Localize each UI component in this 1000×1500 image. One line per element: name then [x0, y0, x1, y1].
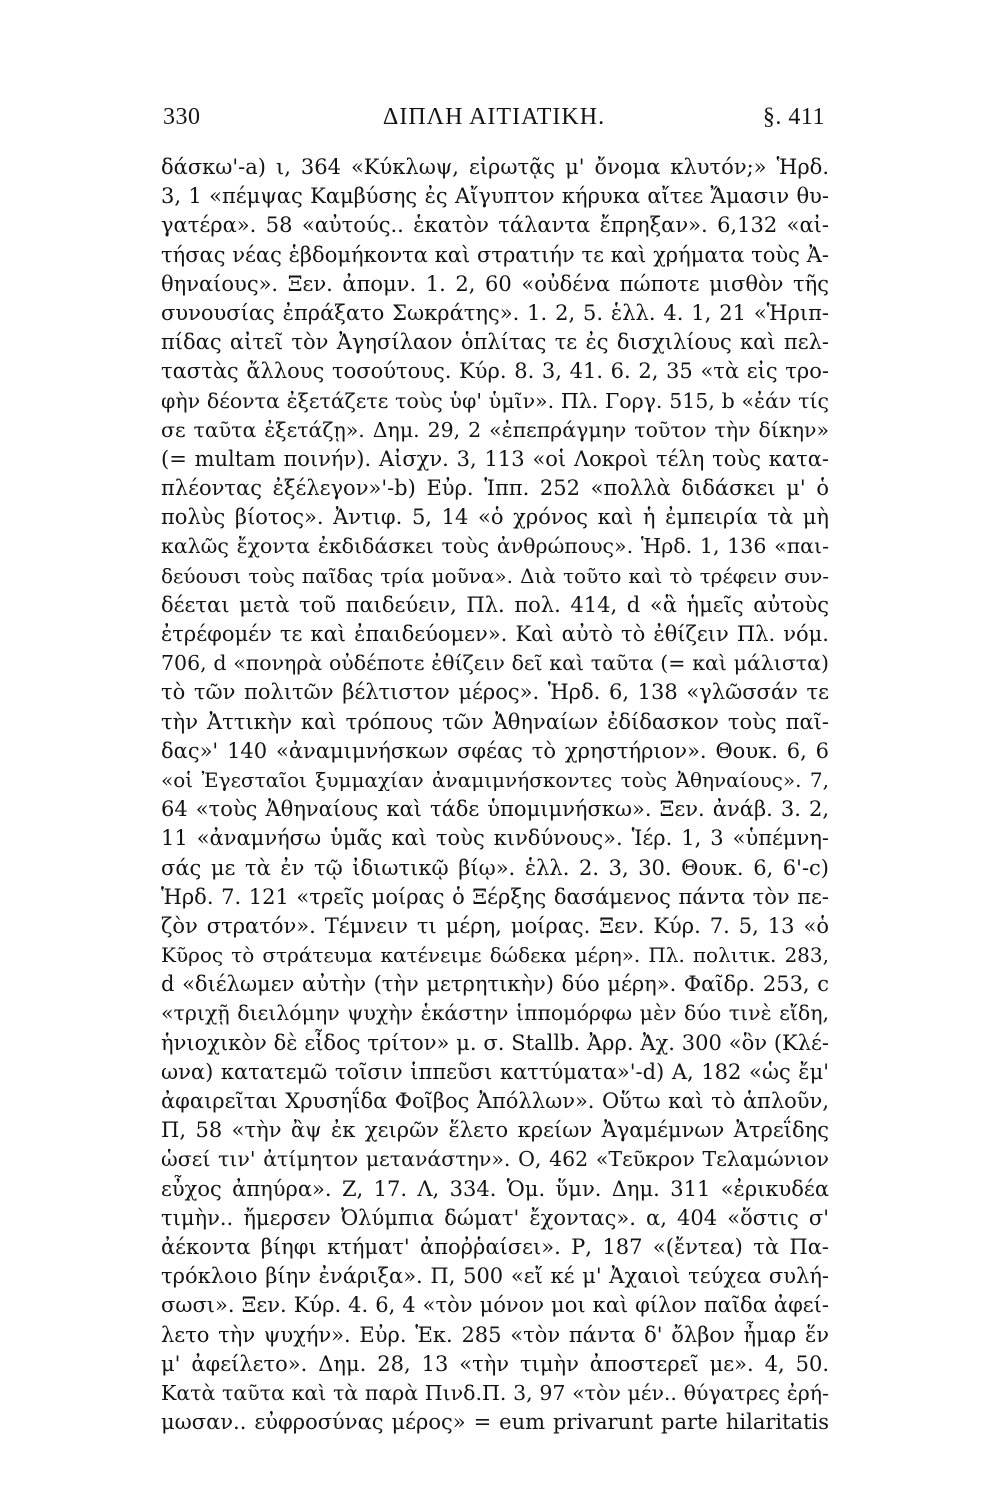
text-line: λετο τὴν ψυχήν». Εὐρ. Ἑκ. 285 «τὸν πάντα δ' ὄλβον ἦμαρ ἕν: [161, 1322, 829, 1347]
text-line: «οἱ Ἐγεσταῖοι ξυμμαχίαν ἀναμιμνήσκοντες τοὺς Ἀθηναίους». 7,: [161, 767, 829, 792]
text-line: φὴν δέοντα ἐξετάζετε τοὺς ὑφ' ὑμῖν». Πλ. Γοργ. 515, b «ἐάν τίς: [161, 388, 829, 413]
text-line: μ' ἀφείλετο». Δημ. 28, 13 «τὴν τιμὴν ἀποστερεῖ με». 4, 50.: [161, 1351, 829, 1376]
text-line: σε ταῦτα ἐξετάζῃ». Δημ. 29, 2 «ἐπεπράγμην τοῦτον τὴν δίκην»: [161, 417, 829, 442]
text-line: ἐτρέφομέν τε καὶ ἐπαιδεύομεν». Καὶ αὐτὸ τὸ ἐθίζειν Πλ. νόμ.: [161, 622, 829, 646]
text-line: Ἡρδ. 7. 121 «τρεῖς μοίρας ὁ Ξέρξης δασάμενος πάντα τὸν πε-: [161, 884, 829, 909]
text-line: εὖχος ἀπηύρα». Ζ, 17. Λ, 334. Ὁμ. ὕμν. Δημ. 311 «ἐρικυδέα: [161, 1176, 829, 1201]
text-line: ἀφαιρεῖται Χρυσηΐδα Φοῖβος Ἀπόλλων». Οὕτω καὶ τὸ ἁπλοῦν,: [161, 1089, 829, 1113]
text-line: 706, d «πονηρὰ οὐδέποτε ἐθίζειν δεῖ καὶ ταῦτα (= καὶ μάλιστα): [161, 651, 829, 676]
running-header: [163, 104, 825, 144]
text-line: σάς με τὰ ἐν τῷ ἰδιωτικῷ βίῳ». ἑλλ. 2. 3, 30. Θουκ. 6, 6'-c): [161, 855, 829, 880]
text-line: «τριχῇ διειλόμην ψυχὴν ἑκάστην ἱππομόρφω μὲν δύο τινὲ εἴδη,: [161, 1001, 829, 1026]
text-line: δας»' 140 «ἀναμιμνήσκων σφέας τὸ χρηστήριον». Θουκ. 6, 6: [161, 738, 829, 763]
text-line: (= multam ποινήν). Αἰσχν. 3, 113 «οἱ Λοκροὶ τέλη τοὺς κατα-: [161, 446, 829, 471]
text-line: τιμὴν.. ἤμερσεν Ὀλύμπια δώματ' ἔχοντας». α, 404 «ὅστις σ': [161, 1205, 829, 1230]
text-line: ταστὰς ἄλλους τοσούτους. Κύρ. 8. 3, 41. 6. 2, 35 «τὰ εἰς τρο-: [161, 359, 829, 384]
text-line: ἡνιοχικὸν δὲ εἶδος τρίτον» μ. σ. Stallb. Ἀρρ. Ἀχ. 300 «ὃν (Κλέ-: [161, 1030, 829, 1055]
text-line: συνουσίας ἐπράξατο Σωκράτης». 1. 2, 5. ἑλλ. 4. 1, 21 «Ἡριπ-: [161, 300, 829, 325]
text-line: τὴν Ἀττικὴν καὶ τρόπους τῶν Ἀθηναίων ἐδίδασκον τοὺς παῖ-: [161, 709, 829, 734]
text-line: ωνα) κατατεμῶ τοῖσιν ἱππεῦσι καττύματα»'-d) Α, 182 «ὡς ἔμ': [161, 1059, 829, 1084]
text-line: Κῦρος τὸ στράτευμα κατένειμε δώδεκα μέρη». Πλ. πολιτικ. 283,: [161, 943, 829, 968]
text-line: θηναίους». Ξεν. ἀπομν. 1. 2, 60 «οὐδένα πώποτε μισθὸν τῆς: [161, 271, 829, 296]
text-line: 3, 1 «πέμψας Καμβύσης ἐς Αἴγυπτον κήρυκα αἴτεε Ἄμασιν θυ-: [161, 184, 829, 209]
page-number: 330: [163, 104, 201, 130]
text-line: μωσαν.. εὐφροσύνας μέρος» = eum privarunt parte hilaritatis: [161, 1410, 829, 1435]
text-line: Κατὰ ταῦτα καὶ τὰ παρὰ Πινδ.Π. 3, 97 «τὸν μέν.. θύγατρες ἐρή-: [161, 1380, 829, 1405]
text-line: τὸ τῶν πολιτῶν βέλτιστον μέρος». Ἡρδ. 6, 138 «γλῶσσάν τε: [161, 680, 829, 705]
text-line: ὡσεί τιν' ἀτίμητον μετανάστην». Ο, 462 «Τεῦκρον Τελαμώνιον: [161, 1147, 829, 1172]
text-line: ἀέκοντα βίηφι κτήματ' ἀποῤῥαίσει». Ρ, 187 «(ἔντεα) τὰ Πα-: [161, 1234, 829, 1259]
text-line: πίδας αἰτεῖ τὸν Ἀγησίλαον ὁπλίτας τε ἐς δισχιλίους καὶ πελ-: [161, 330, 829, 355]
text-line: Π, 58 «τὴν ἂψ ἐκ χειρῶν ἕλετο κρείων Ἀγαμέμνων Ἀτρεΐδης: [161, 1118, 829, 1143]
section-number: §. 411: [762, 104, 825, 130]
text-line: καλῶς ἔχοντα ἐκδιδάσκει τοὺς ἀνθρώπους». Ἡρδ. 1, 136 «παι-: [161, 534, 829, 559]
text-line: πολὺς βίοτος». Ἀντιφ. 5, 14 «ὁ χρόνος καὶ ἡ ἐμπειρία τὰ μὴ: [161, 505, 829, 530]
text-line: 64 «τοὺς Ἀθηναίους καὶ τάδε ὑπομιμνήσκω». Ξεν. ἀνάβ. 3. 2,: [161, 797, 829, 822]
text-line: δεύουσι τοὺς παῖδας τρία μοῦνα». Διὰ τοῦτο καὶ τὸ τρέφειν συν-: [161, 563, 829, 588]
text-line: σωσι». Ξεν. Κύρ. 4. 6, 4 «τὸν μόνον μοι καὶ φίλον παῖδα ἀφεί-: [161, 1293, 829, 1318]
text-line: πλέοντας ἐξέλεγον»'-b) Εὐρ. Ἱππ. 252 «πολλὰ διδάσκει μ' ὁ: [161, 476, 829, 501]
text-line: d «διέλωμεν αὐτὴν (τὴν μετρητικὴν) δύο μέρη». Φαῖδρ. 253, c: [161, 972, 829, 997]
text-line: δέεται μετὰ τοῦ παιδεύειν, Πλ. πολ. 414, d «ἃ ἡμεῖς αὐτοὺς: [161, 592, 829, 617]
text-line: γατέρα». 58 «αὐτούς.. ἑκατὸν τάλαντα ἔπρηξαν». 6,132 «αἰ-: [161, 213, 829, 238]
body-text: [161, 153, 829, 1437]
page-title: ΔΙΠΛΗ ΑΙΤΙΑΤΙΚΗ.: [382, 104, 606, 130]
text-line: ζὸν στρατόν». Τέμνειν τι μέρη, μοίρας. Ξεν. Κύρ. 7. 5, 13 «ὁ: [161, 913, 829, 938]
text-line: 11 «ἀναμνήσω ὑμᾶς καὶ τοὺς κινδύνους». Ἱέρ. 1, 3 «ὑπέμνη-: [161, 826, 829, 851]
text-line: δάσκω'-a) ι, 364 «Κύκλωψ, εἰρωτᾷς μ' ὄνομα κλυτόν;» Ἡρδ.: [161, 155, 829, 179]
text-line: τρόκλοιο βίην ἐνάριξα». Π, 500 «εἴ κέ μ' Ἀχαιοὶ τεύχεα συλή-: [161, 1264, 829, 1289]
text-line: τήσας νέας ἑβδομήκοντα καὶ στρατιήν τε καὶ χρήματα τοὺς Ἀ-: [161, 242, 829, 267]
